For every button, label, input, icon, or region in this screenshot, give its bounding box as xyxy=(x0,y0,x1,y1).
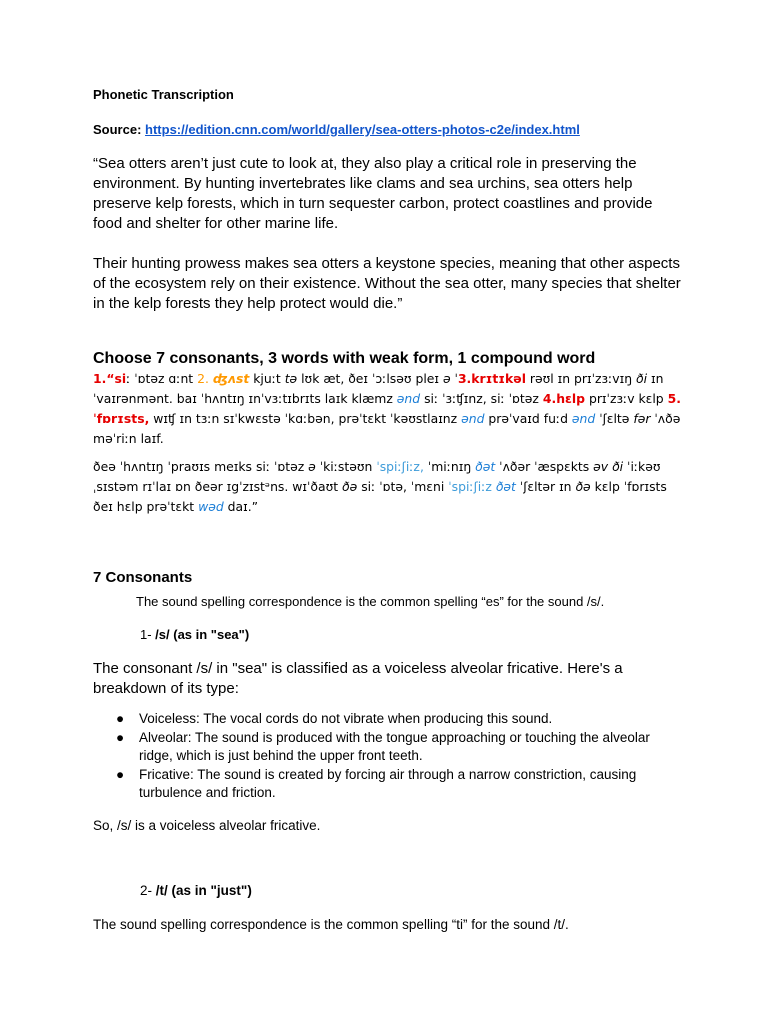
weak-form-highlight: ənd xyxy=(571,411,596,426)
weak-form-highlight: ðət xyxy=(475,459,496,474)
item-number: 2- xyxy=(140,883,156,898)
document-title: Phonetic Transcription xyxy=(93,87,234,102)
consonant-2: ʤʌst xyxy=(212,371,250,386)
transcription-text: ɪnˈvaɪrənmənt. baɪ ˈhʌntɪŋ ɪnˈvɜːtɪbrɪts laɪk klæmz xyxy=(93,371,664,406)
consonant-4: 4.hɛlp xyxy=(542,391,586,406)
consonants-heading: 7 Consonants xyxy=(93,569,193,586)
transcription-text: ˈiːkəʊˌsɪstəm rɪˈlaɪ ɒn ðeər ɪgˈzɪstᵊns. wɪˈðaʊt xyxy=(93,459,661,494)
weak-form-word: tə xyxy=(284,371,298,386)
bullet-icon: ● xyxy=(116,711,125,726)
transcription-text: ˈkiːstəʊn xyxy=(315,459,377,474)
weak-form-word: ðə xyxy=(342,479,358,494)
weak-form-word: ə xyxy=(308,459,316,474)
task-heading: Choose 7 consonants, 3 words with weak form, 1 compound word xyxy=(93,350,596,367)
transcription-text: ː ˈɒtəz ɑːnt xyxy=(126,371,198,386)
transcription-text: kɛlp ˈfɒrɪsts ðeɪ hɛlp prəˈtɛkt xyxy=(93,479,667,514)
transcription-text: ˈ xyxy=(450,371,458,386)
list-item xyxy=(93,729,653,766)
transcription-text: rəʊl ɪn prɪˈzɜːvɪŋ xyxy=(525,371,637,386)
weak-form-word: ðə xyxy=(575,479,591,494)
weak-form-word: fər xyxy=(633,411,651,426)
transcription-text: kjuːt xyxy=(249,371,285,386)
source-line xyxy=(93,122,580,137)
feature-list xyxy=(93,710,653,803)
bullet-icon: ● xyxy=(116,729,125,745)
source-link[interactable]: https://edition.cnn.com/world/gallery/sea-otters-photos-c2e/index.html xyxy=(145,122,580,137)
weak-form-highlight: wəd xyxy=(198,499,224,514)
transcription-text: ˈmiːnɪŋ xyxy=(423,459,476,474)
weak-form-highlight: ənd xyxy=(461,411,485,426)
weak-form-word: ə xyxy=(442,371,451,386)
consonant-2-number: 2. xyxy=(197,371,213,386)
consonant-5: 5.ˈfɒrɪsts, xyxy=(93,391,681,426)
list-item-text: Fricative: The sound is created by forcing air through a narrow constriction, causing turbulence and friction. xyxy=(139,766,637,800)
consonant-1: 1.“si xyxy=(93,371,127,386)
transcription-text: siː ˈɒtə, ˈmɛni xyxy=(357,479,449,494)
transcription-text: lʊk æt, ðeɪ ˈɔːlsəʊ pleɪ xyxy=(297,371,443,386)
consonant-3: 3.krɪtɪkəl xyxy=(457,371,526,386)
list-item xyxy=(93,766,653,803)
weak-form-highlight: ənd xyxy=(396,391,421,406)
transcription-text: ˈʌðə məˈriːn laɪf. xyxy=(93,411,681,446)
correspondence-note-2: The sound spelling correspondence is the common spelling “ti” for the sound /t/. xyxy=(93,917,569,932)
transcription-text: ˈʌðər ˈæspɛkts xyxy=(495,459,594,474)
quote-block xyxy=(93,154,683,314)
summary-line: So, /s/ is a voiceless alveolar fricative. xyxy=(93,818,321,833)
quote-paragraph-2: Their hunting prowess makes sea otters a keystone species, meaning that other aspects of the ecosystem rely on their existence. Without the sea otter, many species that shelter in the kelp forests they help protect would die.” xyxy=(93,255,681,312)
transcription-paragraph-1 xyxy=(93,369,683,449)
transcription-text: ðeə ˈhʌntɪŋ ˈpraʊɪs meɪks siː ˈɒtəz xyxy=(93,459,309,474)
source-label: Source: xyxy=(93,122,142,137)
compound-highlight: ˈspiːʃiːz xyxy=(448,479,492,494)
weak-form-highlight: ðət xyxy=(495,479,516,494)
transcription-text: ˈʃɛltə xyxy=(595,411,634,426)
quote-paragraph-1: “Sea otters aren’t just cute to look at, they also play a critical role in preserving the environment. By hunting invertebrates like clams and sea urchins, sea otters help preserve kelp forests, which in turn sequester carbon, protect coastlines and provide food and shelter for other marine life. xyxy=(93,155,653,232)
transcription-text: ˈʃɛltər ɪn xyxy=(515,479,576,494)
item-number: 1- xyxy=(140,627,156,642)
list-item-text: Voiceless: The vocal cords do not vibrate when producing this sound. xyxy=(139,711,553,726)
transcription-text: daɪ.” xyxy=(223,499,259,514)
list-item-text: Alveolar: The sound is produced with the tongue approaching or touching the alveolar ridge, which is just behind the upper front teeth. xyxy=(139,729,650,763)
item-label: /t/ (as in "just") xyxy=(155,883,252,898)
consonant-item-1 xyxy=(140,627,249,642)
transcription-text: wɪʧ ɪn tɜːn sɪˈkwɛstə ˈkɑːbən, prəˈtɛkt ˈkəʊstlaɪnz xyxy=(149,411,462,426)
transcription-text: siː ˈɜːʧɪnz, siː ˈɒtəz xyxy=(420,391,543,406)
bullet-icon: ● xyxy=(116,766,125,782)
transcription-text: prəˈvaɪd fuːd xyxy=(484,411,572,426)
weak-form-word: əv ði xyxy=(593,459,624,474)
item-label: /s/ (as in "sea") xyxy=(155,627,250,642)
transcription-text: prɪˈzɜːv kɛlp xyxy=(585,391,668,406)
list-item xyxy=(93,710,653,729)
explanation-paragraph: The consonant /s/ in "sea" is classified as a voiceless alveolar fricative. Here's a breakdown of its type: xyxy=(93,660,623,697)
correspondence-note-1: The sound spelling correspondence is the common spelling “es” for the sound /s/. xyxy=(136,594,605,609)
compound-highlight: ˈspiːʃiːz, xyxy=(376,459,424,474)
consonant-item-2 xyxy=(140,883,252,898)
weak-form-word: ði xyxy=(636,371,648,386)
transcription-paragraph-2 xyxy=(93,457,683,517)
